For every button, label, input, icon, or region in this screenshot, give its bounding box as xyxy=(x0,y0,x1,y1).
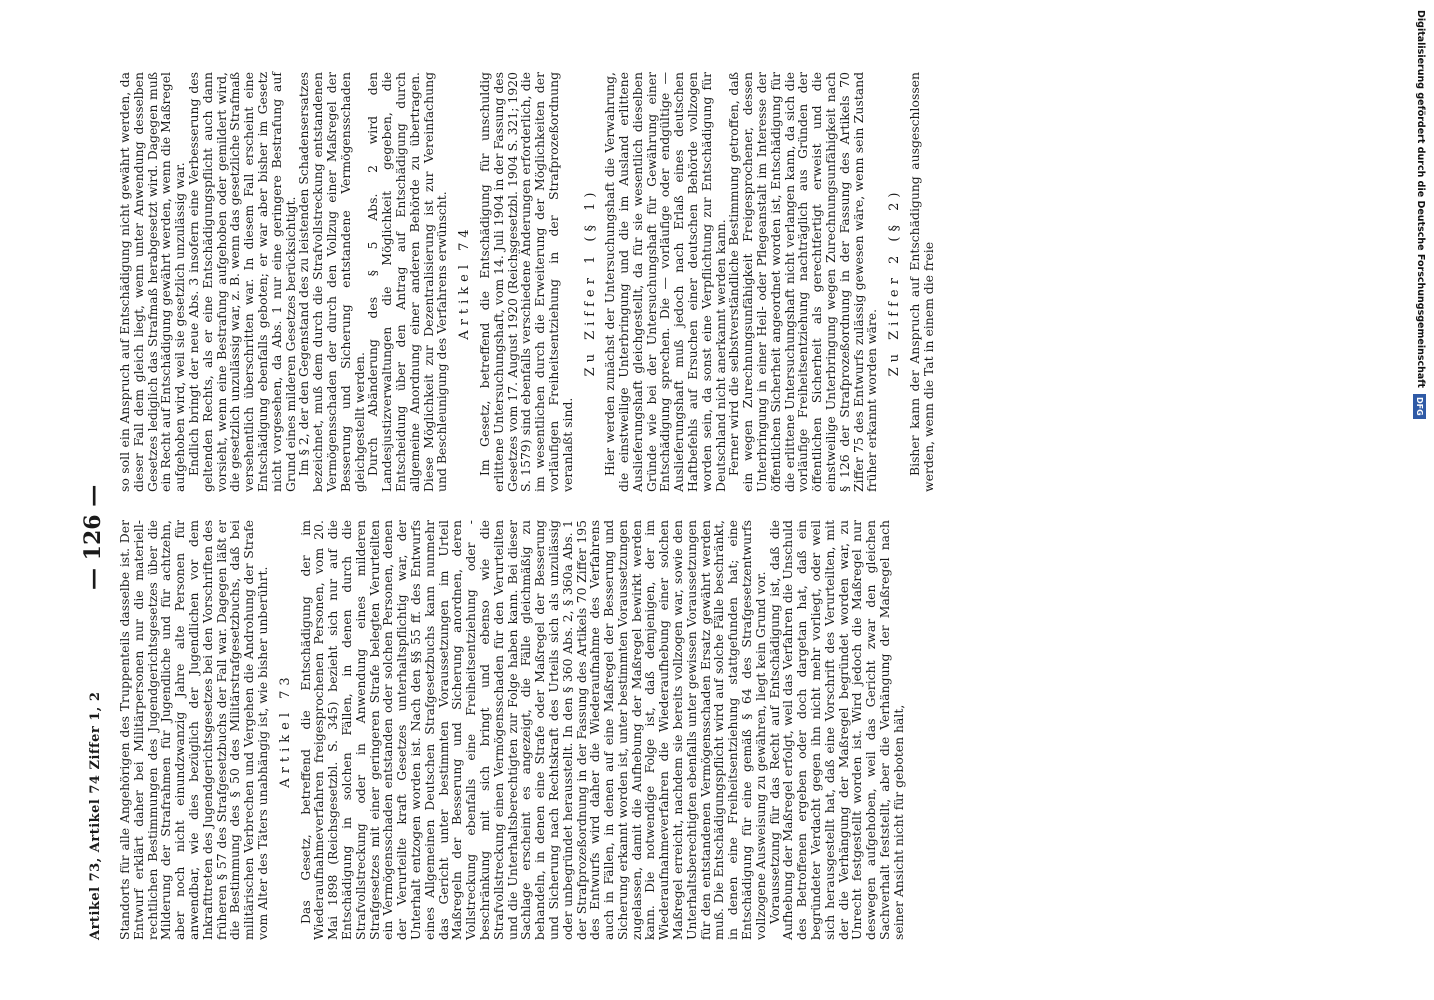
paragraph: Durch Abänderung des § 5 Abs. 2 wird den Landesjustizverwaltungen die Möglichkeit gegeben, die Entscheidung über den Antrag auf Entschädigung durch allgemeine Anordnung einer anderen Behörde zu übertragen. Diese Möglichkeit zur Dezentralisierung ist zur Vereinfachung und Beschleunigung des Verfahrens erwünscht. xyxy=(365,72,450,492)
left-column xyxy=(118,520,936,940)
paragraph: Voraussetzung für das Recht auf Entschädigung ist, daß die Aufhebung der Maßregel erfolgt, weil das Verfahren die Unschuld des Betroffenen ergeben oder doch dargetan hat, daß ein begründeter Verdacht gegen ihn nicht mehr vorliegt, oder weil sich herausgestellt hat, daß eine Vorschrift des Verurteilten, mit der die Verhängung der Maßregel begründet worden war, zu Unrecht festgestellt worden ist. Wird jedoch die Maßregel nur deswegen aufgehoben, weil das Gericht zwar den gleichen Sachverhalt feststellt, aber die Verhängung der Maßregel nach seiner Ansicht nicht für geboten hält, xyxy=(766,520,906,940)
section-heading: Artikel 74 xyxy=(457,224,473,340)
document-page xyxy=(62,0,1372,1000)
digitization-credit xyxy=(1406,10,1430,710)
paragraph: Das Gesetz, betreffend die Entschädigung der im Wiederaufnahmeverfahren freigesprochenen Personen, vom 20. Mai 1898 (Reichsgesetzbl. S. 345) bezieht sich nur auf die Entschädigung in solchen Fällen, in denen durch die Strafvollstreckung oder in Anwendung eines milderen Strafgesetzes mit einer geringeren Strafe belegten Verurteilten ein Vermögensschaden entstanden oder solchen Personen, denen der Verurteilte kraft Gesetzes unterhaltspflichtig war, der Unterhalt entzogen worden ist. Nach den §§ 55 ff. des Entwurfs eines Allgemeinen Deutschen Strafgesetzbuchs kann nunmehr das Gericht unter bestimmten Voraussetzungen im Urteil Maßregeln der Besserung und Sicherung anordnen, deren Vollstreckung ebenfalls eine Freiheitsentziehung oder -beschränkung mit sich bringt und ebenso wie die Strafvollstreckung einen Vermögensschaden für den Verurteilten und die Unterhaltsberechtigten zur Folge haben kann. Bei dieser Sachlage erscheint es angezeigt, die Fälle gleichmäßig zu behandeln, in denen eine Strafe oder Maßregel der Besserung und Sicherung nach Rechtskraft des Urteils sich als unzulässig oder unbegründet herausstellt. In den § 360 Abs. 2, § 360a Abs. 1 der Strafprozeßordnung in der Fassung des Artikels 70 Ziffer 195 des Entwurfs wird daher die Wiederaufnahme des Verfahrens auch in Fällen, in denen auf eine Maßregel der Besserung und Sicherung erkannt worden ist, unter bestimmten Voraussetzungen zugelassen, damit die Aufhebung der Maßregel bewirkt werden kann. Die notwendige Folge ist, daß demjenigen, der im Wiederaufnahmeverfahren die Wiederaufhebung einer solchen Maßregel erreicht, nachdem sie bereits vollzogen war, sowie den Unterhaltsberechtigten ebenfalls unter gewissen Voraussetzungen für den entstandenen Vermögensschaden Ersatz gewährt werden muß. Die Entschädigungspflicht wird auf solche Fälle beschränkt, in denen eine Freiheitsentziehung stattgefunden hat; eine Entschädigung für eine gemäß § 64 des Strafgesetzentwurfs vollzogene Ausweisung zu gewähren, liegt kein Grund vor. xyxy=(297,520,768,940)
paragraph: Endlich bringt der neue Abs. 3 insofern eine Verbesserung des geltenden Rechts, als er eine Entschädigungspflicht auch dann vorsieht, wenn eine Bestrafung aufgehoben oder gemildert wird, die gesetzlich unzulässig war, z. B. wenn das gesetzliche Strafmaß versehentlich überschritten war. In diesem Fall erscheint eine Entschädigung ebenfalls geboten; er war aber bisher im Gesetz nicht vorgesehen, da Abs. 1 nur eine geringere Bestrafung auf Grund eines milderen Gesetzes berücksichtigt. xyxy=(185,72,298,492)
right-column xyxy=(118,72,936,492)
paragraph: Hier werden zunächst der Untersuchungshaft die Verwahrung, die einstweilige Unterbringung und die im Ausland erlittene Auslieferungshaft gleichgestellt, da für sie wesentlich dieselben Gründe wie bei der Untersuchungshaft für Gewährung einer Entschädigung sprechen. Die — vorläufige oder endgültige — Auslieferungshaft muß jedoch nach Erlaß eines deutschen Haftbefehls auf Ersuchen einer deutschen Behörde vollzogen worden sein, da sonst eine Verpflichtung zur Entschädigung für Deutschland nicht anerkannt werden kann. xyxy=(602,72,728,492)
paragraph: Standorts für alle Angehörigen des Truppenteils dasselbe ist. Der Entwurf erklärt daher bei Militärpersonen nur die materiell-rechtlichen Bestimmungen des Jugendgerichtsgesetzes über die Milderung der Strafrahmen für Jugendliche und für achtzehn, aber noch nicht einundzwanzig Jahre alte Personen für anwendbar, wie dies bezüglich der Jugendlichen vor dem Inkrafttreten des Jugendgerichtsgesetzes bei den Vorschriften des früheren § 57 des Strafgesetzbuchs der Fall war. Dagegen läßt er die Bestimmung des § 50 des Militärstrafgesetzbuchs, daß bei militärischen Verbrechen und Vergehen die Androhung der Strafe vom Alter des Täters unabhängig ist, wie bisher unberührt. xyxy=(117,520,270,940)
running-head: Artikel 73, Artikel 74 Ziffer 1, 2 xyxy=(88,691,103,940)
text-columns xyxy=(118,38,936,940)
credit-text: Digitalisierung gefördert durch die Deutsche Forschungsgemeinschaft xyxy=(1415,10,1426,388)
paragraph: Im § 2, der den Gegenstand des zu leistenden Schadensersatzes bezeichnet, muß dem durch die Strafvollstreckung entstandenen Vermögensschaden der durch den Vollzug einer Maßregel der Besserung und Sicherung entstandene Vermögensschaden gleichgestellt werden. xyxy=(296,72,367,492)
section-heading: Artikel 73 xyxy=(277,672,293,788)
paragraph: Im Gesetz, betreffend die Entschädigung für unschuldig erlittene Untersuchungshaft, vom 14. Juli 1904 in der Fassung des Gesetzes vom 17. August 1920 (Reichsgesetzbl. 1904 S. 321; 1920 S. 1579) sind ebenfalls verschiedene Änderungen erforderlich, die im wesentlichen durch die Erweiterung der Möglichkeiten der vorläufigen Freiheitsentziehung in der Strafprozeßordnung veranlaßt sind. xyxy=(476,72,575,492)
paragraph: so soll ein Anspruch auf Entschädigung nicht gewährt werden, da dieser Fall dem gleich liegt, wenn unter Anwendung desselben Gesetzes lediglich das Strafmaß herabgesetzt wird. Dagegen muß ein Recht auf Entschädigung gewährt werden, wenn die Maßregel aufgehoben wird, weil sie gesetzlich unzulässig war. xyxy=(117,72,188,492)
page-number: — 126 — xyxy=(80,484,106,590)
dfg-logo: DFG xyxy=(1414,394,1427,419)
paragraph: Bisher kann der Anspruch auf Entschädigung ausgeschlossen werden, wenn die Tat in einem die freie xyxy=(907,72,936,492)
section-heading: Zu Ziffer 2 (§ 2) xyxy=(887,187,903,377)
page-header xyxy=(62,38,118,940)
section-heading: Zu Ziffer 1 (§ 1) xyxy=(582,187,598,377)
paragraph: Ferner wird die selbstverständliche Bestimmung getroffen, daß ein wegen Zurechnungsunfähigkeit Freigesprochener, dessen Unterbringung in einer Heil- oder Pflegeanstalt im Interesse der öffentlichen Sicherheit angeordnet worden ist, Entschädigung für die erlittene Untersuchungshaft nicht verlangen kann, da sich die vorläufige Freiheitsentziehung nachträglich aus Gründen der öffentlichen Sicherheit als gerechtfertigt erweist und die einstweilige Unterbringung wegen Zurechnungsunfähigkeit nach § 126 der Strafprozeßordnung in der Fassung des Artikels 70 Ziffer 75 des Entwurfs zulässig gewesen wäre, wenn sein Zustand früher erkannt worden wäre. xyxy=(726,72,880,492)
